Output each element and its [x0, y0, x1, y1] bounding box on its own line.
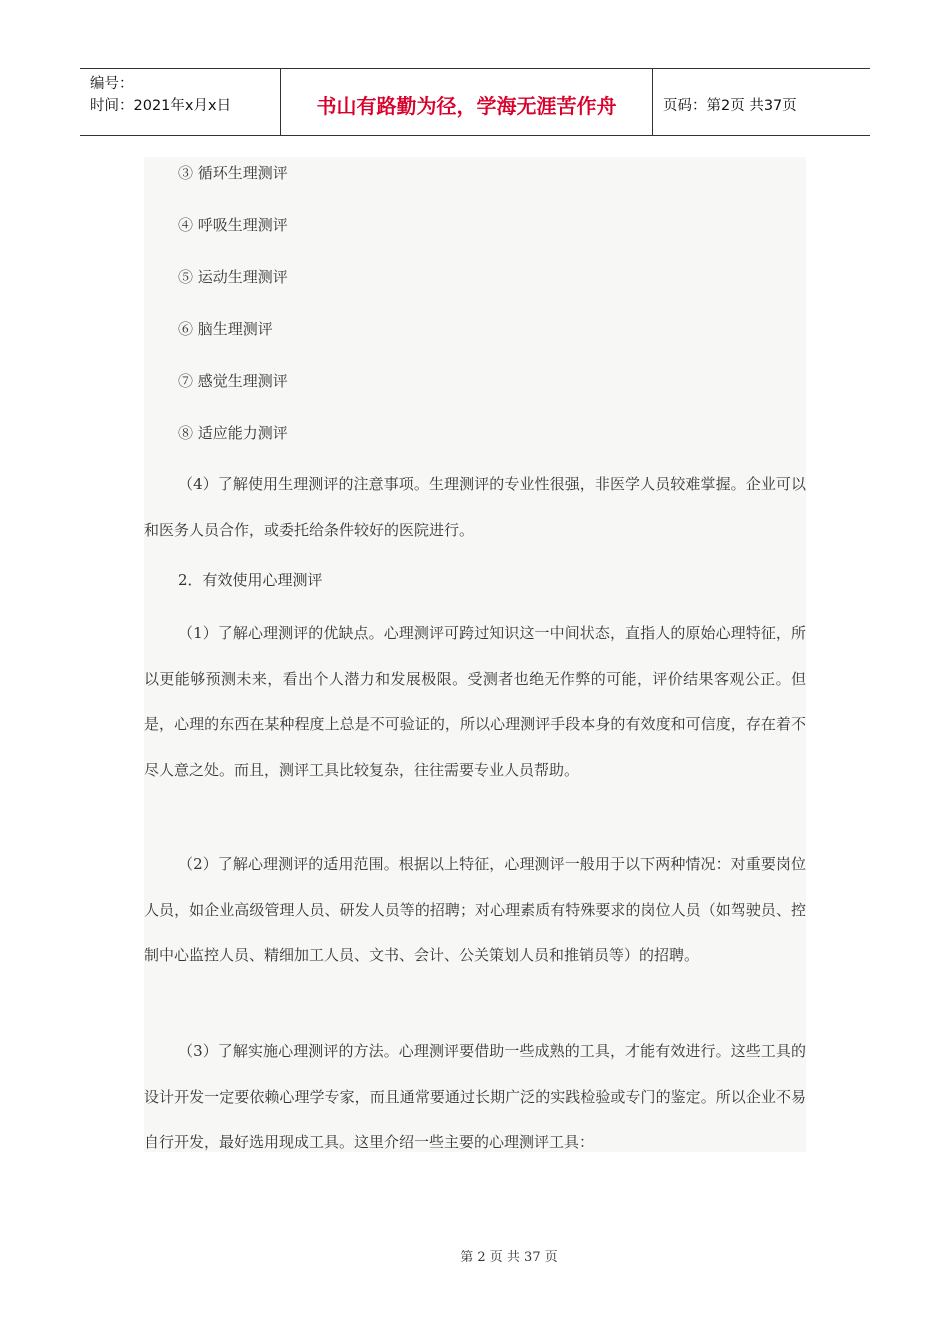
- list-item: ⑥ 脑生理测评: [178, 320, 273, 338]
- document-date: 时间：2021年x月x日: [90, 98, 232, 114]
- page-footer: 第 2 页 共 37 页: [460, 1250, 558, 1265]
- header-meta: [80, 69, 281, 135]
- list-item: ⑤ 运动生理测评: [178, 268, 288, 286]
- paragraph-methods: （3）了解实施心理测评的方法。心理测评要借助一些成熟的工具，才能有效进行。这些工具的设计开发一定要依赖心理学专家，而且通常要通过长期广泛的实践检验或专门的鉴定。所以企业不易自行开发，最好选用现成工具。这里介绍一些主要的心理测评工具：: [144, 1042, 806, 1151]
- section-heading: 2．有效使用心理测评: [178, 571, 323, 589]
- document-body: [144, 157, 806, 1152]
- list-item: ⑦ 感觉生理测评: [178, 372, 288, 390]
- paragraph-pros-cons: （1）了解心理测评的优缺点。心理测评可跨过知识这一中间状态，直指人的原始心理特征，所以更能够预测未来，看出个人潜力和发展极限。受测者也绝无作弊的可能，评价结果客观公正。但是，心理的东西在某种程度上总是不可验证的，所以心理测评手段本身的有效度和可信度，存在着不尽人意之处。而且，测评工具比较复杂，往往需要专业人员帮助。: [144, 624, 806, 779]
- list-item: ⑧ 适应能力测评: [178, 424, 288, 442]
- list-item: ④ 呼吸生理测评: [178, 216, 288, 234]
- header-motto: 书山有路勤为径，学海无涯苦作舟: [281, 69, 653, 135]
- paragraph-physio-notes: （4）了解使用生理测评的注意事项。生理测评的专业性很强，非医学人员较难掌握。企业可以和医务人员合作，或委托给条件较好的医院进行。: [144, 475, 806, 539]
- header-page-info: 页码：第2页 共37页: [663, 97, 797, 114]
- document-header: [80, 68, 870, 136]
- document-number-label: 编号：: [90, 76, 134, 92]
- paragraph-scope: （2）了解心理测评的适用范围。根据以上特征，心理测评一般用于以下两种情况：对重要岗位人员，如企业高级管理人员、研发人员等的招聘；对心理素质有特殊要求的岗位人员（如驾驶员、控制中心监控人员、精细加工人员、文书、会计、公关策划人员和推销员等）的招聘。: [144, 855, 806, 964]
- list-item: ③ 循环生理测评: [178, 164, 288, 182]
